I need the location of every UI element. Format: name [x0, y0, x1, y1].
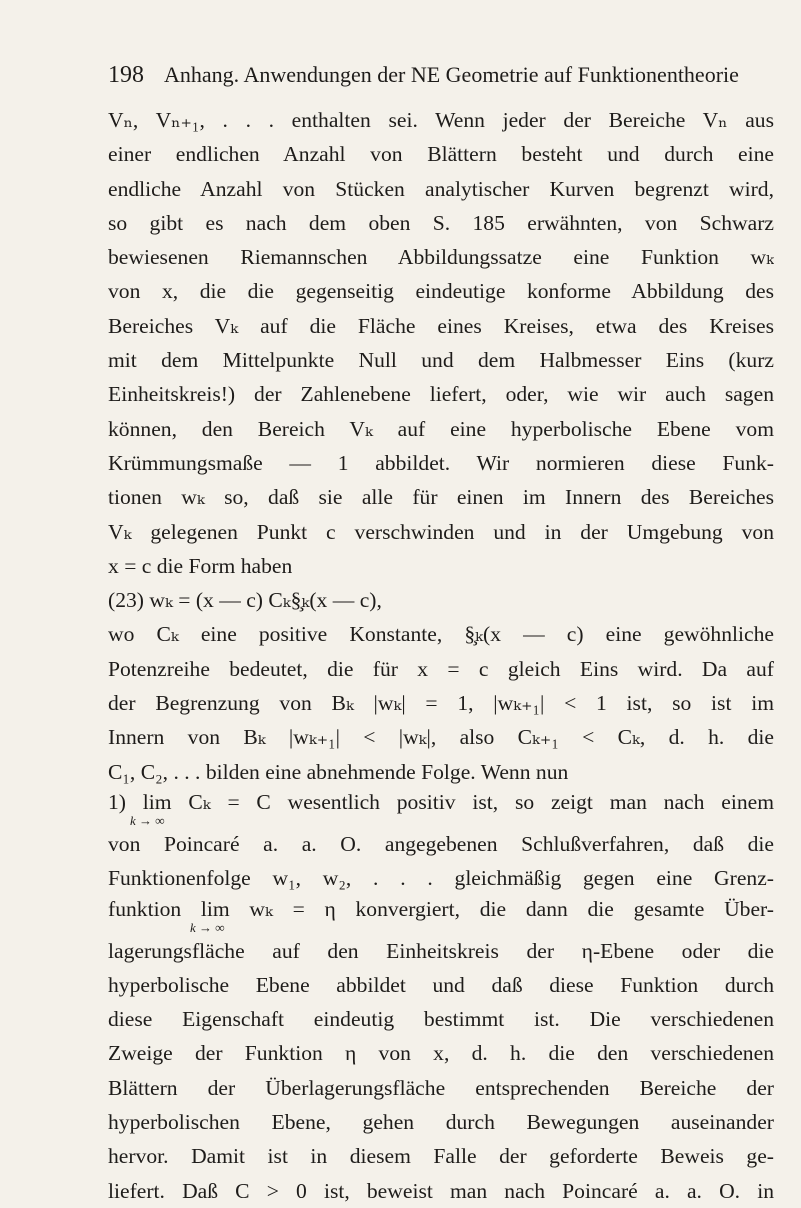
text-line: Krümmungsmaße — 1 abbildet. Wir normieren diese Funk-	[108, 450, 774, 475]
text-line: von Poincaré a. a. O. angegebenen Schlußverfahren, daß die	[108, 831, 774, 856]
text-line: der Begrenzung von Bₖ |wₖ| = 1, |wₖ₊₁| < 1 ist, so ist im	[108, 691, 774, 716]
text-line: C₁, C₂, . . . bilden eine abnehmende Folge. Wenn nun	[108, 759, 569, 784]
limit-subscript: k → ∞	[190, 921, 225, 934]
text-line: lagerungsfläche auf den Einheitskreis der η-Ebene oder die	[108, 938, 774, 963]
text-line: Einheitskreis!) der Zahlenebene liefert, oder, wie wir auch sagen	[108, 382, 774, 407]
text-line: funktion lim wₖ = η konvergiert, die dann die gesamte Über-	[108, 896, 774, 921]
text-line: von x, die die gegenseitig eindeutige konforme Abbildung des	[108, 279, 774, 304]
equation-23: (23) wₖ = (x — c) Cₖ§̧ₖ(x — c),	[108, 588, 382, 613]
text-line: 1) lim Cₖ = C wesentlich positiv ist, so zeigt man nach einem	[108, 789, 774, 814]
text-line: Zweige der Funktion η von x, d. h. die den verschiedenen	[108, 1041, 774, 1066]
text-line: tionen wₖ so, daß sie alle für einen im Innern des Bereiches	[108, 485, 774, 510]
text-line: so gibt es nach dem oben S. 185 erwähnten, von Schwarz	[108, 210, 774, 235]
text-line: diese Eigenschaft eindeutig bestimmt ist. Die verschiedenen	[108, 1007, 774, 1032]
text-line: Bereiches Vₖ auf die Fläche eines Kreises, etwa des Kreises	[108, 313, 774, 338]
text-line: können, den Bereich Vₖ auf eine hyperbolische Ebene vom	[108, 416, 774, 441]
text-line: mit dem Mittelpunkte Null und dem Halbmesser Eins (kurz	[108, 348, 774, 373]
text-line: endliche Anzahl von Stücken analytischer Kurven begrenzt wird,	[108, 176, 774, 201]
page-number: 198	[108, 62, 144, 88]
running-header	[108, 62, 773, 89]
body-text	[108, 103, 774, 1208]
text-line: x = c die Form haben	[108, 553, 293, 578]
text-line: hyperbolische Ebene abbildet und daß diese Funktion durch	[108, 972, 774, 997]
text-line: wo Cₖ eine positive Konstante, §̧ₖ(x — c) eine gewöhnliche	[108, 622, 774, 647]
text-line: bewiesenen Riemannschen Abbildungssatze eine Funktion wₖ	[108, 245, 774, 270]
limit-subscript: k → ∞	[130, 814, 165, 827]
text-line: Innern von Bₖ |wₖ₊₁| < |wₖ|, also Cₖ₊₁ < Cₖ, d. h. die	[108, 725, 774, 750]
text-line: Vₙ, Vₙ₊₁, . . . enthalten sei. Wenn jeder der Bereiche Vₙ aus	[108, 108, 774, 132]
text-line: einer endlichen Anzahl von Blättern besteht und durch eine	[108, 142, 774, 167]
text-line: liefert. Daß C > 0 ist, beweist man nach Poincaré a. a. O. in	[108, 1178, 774, 1203]
text-line: Funktionenfolge w₁, w₂, . . . gleichmäßig gegen eine Grenz-	[108, 866, 774, 891]
text-line: Blättern der Überlagerungsfläche entsprechenden Bereiche der	[108, 1075, 774, 1100]
text-line: Vₖ gelegenen Punkt c verschwinden und in der Umgebung von	[108, 519, 774, 544]
text-line: Potenzreihe bedeutet, die für x = c gleich Eins wird. Da auf	[108, 656, 774, 681]
running-title: Anhang. Anwendungen der NE Geometrie auf Funktionentheorie	[164, 62, 739, 87]
text-line: hyperbolischen Ebene, gehen durch Bewegungen auseinander	[108, 1110, 774, 1135]
text-line: hervor. Damit ist in diesem Falle der geforderte Beweis ge-	[108, 1144, 774, 1169]
